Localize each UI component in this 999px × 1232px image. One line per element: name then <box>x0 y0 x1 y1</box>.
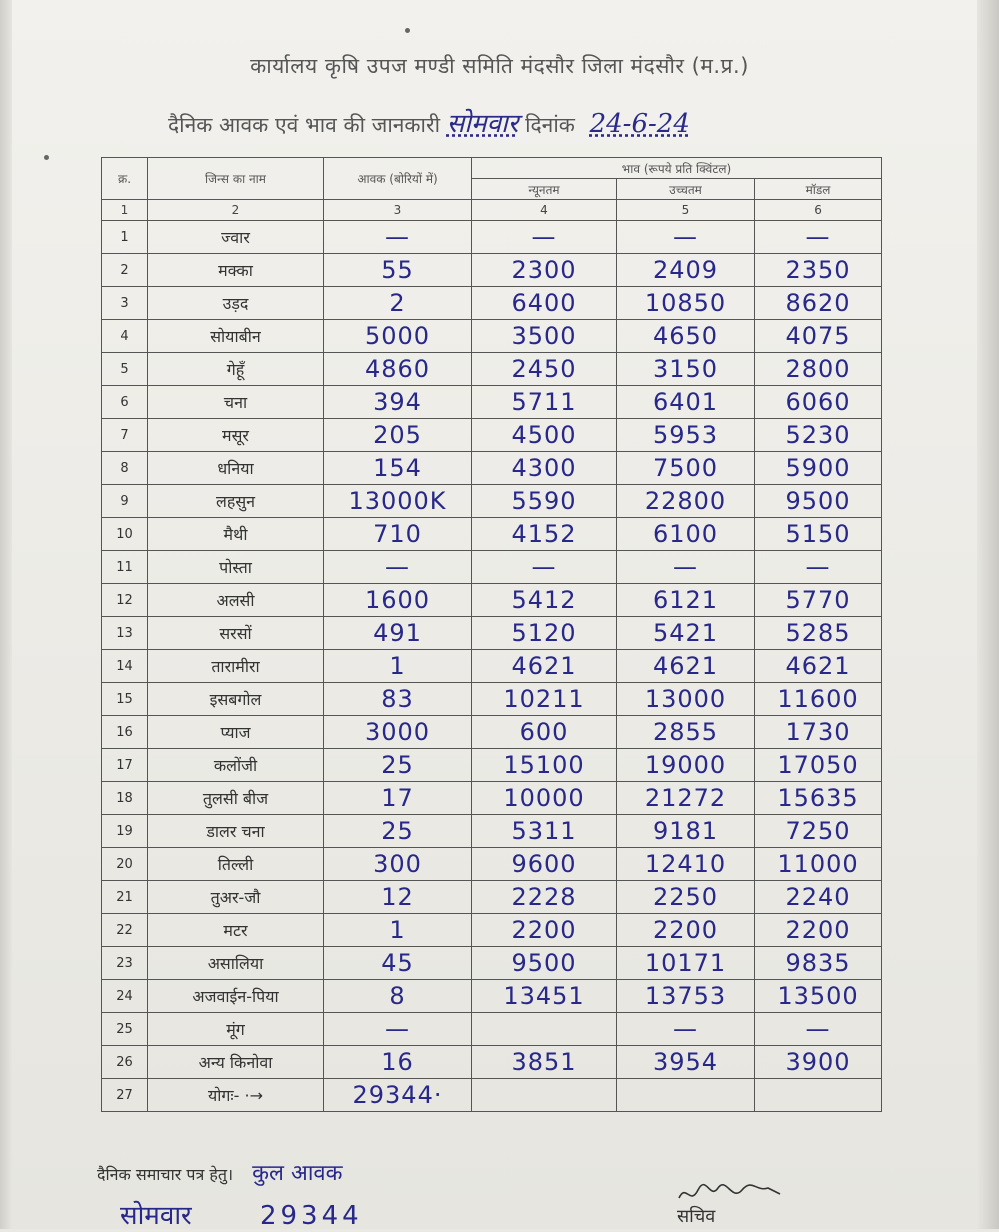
max-price: 5421 <box>617 617 755 650</box>
modal-price: 2800 <box>755 353 882 386</box>
table-row <box>102 947 882 980</box>
min-price: 2200 <box>472 914 617 947</box>
row-number: 11 <box>102 551 148 584</box>
header-arrival: आवक (बोरियों में) <box>324 158 472 200</box>
max-price: — <box>617 551 755 584</box>
table-row <box>102 617 882 650</box>
table-row <box>102 749 882 782</box>
modal-price: 2350 <box>755 254 882 287</box>
crop-name: चना <box>148 386 324 419</box>
min-price: 2228 <box>472 881 617 914</box>
min-price: 600 <box>472 716 617 749</box>
max-price: 10850 <box>617 287 755 320</box>
max-price <box>617 1079 755 1112</box>
modal-price: 6060 <box>755 386 882 419</box>
arrival-value: 3000 <box>324 716 472 749</box>
crop-name: अलसी <box>148 584 324 617</box>
arrival-value: 45 <box>324 947 472 980</box>
min-price: 5590 <box>472 485 617 518</box>
modal-price: 13500 <box>755 980 882 1013</box>
min-price: 6400 <box>472 287 617 320</box>
table-row <box>102 254 882 287</box>
arrival-value: — <box>324 551 472 584</box>
table-row <box>102 980 882 1013</box>
row-number: 9 <box>102 485 148 518</box>
arrival-price-table <box>101 157 882 1112</box>
modal-price: 5770 <box>755 584 882 617</box>
table-row <box>102 1013 882 1046</box>
row-number: 1 <box>102 221 148 254</box>
max-price: 3954 <box>617 1046 755 1079</box>
max-price: 13753 <box>617 980 755 1013</box>
min-price: 3851 <box>472 1046 617 1079</box>
min-price: 4621 <box>472 650 617 683</box>
arrival-value: 83 <box>324 683 472 716</box>
max-price: 22800 <box>617 485 755 518</box>
row-number: 20 <box>102 848 148 881</box>
footer-line <box>97 1157 343 1187</box>
max-price: 3150 <box>617 353 755 386</box>
report-subtitle <box>168 104 690 140</box>
max-price: 6121 <box>617 584 755 617</box>
row-number: 6 <box>102 386 148 419</box>
arrival-value: 491 <box>324 617 472 650</box>
arrival-value: 25 <box>324 749 472 782</box>
table-row <box>102 287 882 320</box>
arrival-value: 29344· <box>324 1079 472 1112</box>
row-number: 5 <box>102 353 148 386</box>
max-price: 21272 <box>617 782 755 815</box>
modal-price: 2200 <box>755 914 882 947</box>
crop-name: अजवाईन-पिया <box>148 980 324 1013</box>
row-number: 25 <box>102 1013 148 1046</box>
report-date: 24-6-24 <box>589 109 690 139</box>
min-price: 4300 <box>472 452 617 485</box>
modal-price: — <box>755 1013 882 1046</box>
max-price: 10171 <box>617 947 755 980</box>
modal-price: 11600 <box>755 683 882 716</box>
col-number: 6 <box>755 200 882 221</box>
col-number: 2 <box>148 200 324 221</box>
min-price: 5711 <box>472 386 617 419</box>
crop-name: तुअर-जौ <box>148 881 324 914</box>
table-row <box>102 485 882 518</box>
newspaper-label: दैनिक समाचार पत्र हेतु। <box>97 1165 234 1184</box>
row-number: 18 <box>102 782 148 815</box>
report-day: सोमवार <box>446 109 519 139</box>
crop-name: मटर <box>148 914 324 947</box>
crop-name: सोयाबीन <box>148 320 324 353</box>
crop-name: तारामीरा <box>148 650 324 683</box>
row-number: 2 <box>102 254 148 287</box>
col-number: 5 <box>617 200 755 221</box>
arrival-value: 13000K <box>324 485 472 518</box>
crop-name: गेहूँ <box>148 353 324 386</box>
row-number: 15 <box>102 683 148 716</box>
crop-name: पोस्ता <box>148 551 324 584</box>
arrival-value: 1 <box>324 914 472 947</box>
total-arrival-label: कुल आवक <box>252 1161 343 1186</box>
min-price: 9500 <box>472 947 617 980</box>
arrival-value: 300 <box>324 848 472 881</box>
header-crop: जिन्स का नाम <box>148 158 324 200</box>
subtitle-prefix: दैनिक आवक एवं भाव की जानकारी <box>168 113 441 137</box>
crop-name: प्याज <box>148 716 324 749</box>
modal-price: 4621 <box>755 650 882 683</box>
arrival-value: 205 <box>324 419 472 452</box>
row-number: 27 <box>102 1079 148 1112</box>
min-price <box>472 1013 617 1046</box>
arrival-value: 1600 <box>324 584 472 617</box>
footer-total <box>120 1196 363 1232</box>
row-number: 13 <box>102 617 148 650</box>
header-sn: क्र. <box>102 158 148 200</box>
min-price: 4152 <box>472 518 617 551</box>
arrival-value: 394 <box>324 386 472 419</box>
table-row <box>102 1046 882 1079</box>
min-price: 15100 <box>472 749 617 782</box>
modal-price: 11000 <box>755 848 882 881</box>
paper-speck <box>44 155 49 160</box>
row-number: 3 <box>102 287 148 320</box>
table-row <box>102 1079 882 1112</box>
max-price: 13000 <box>617 683 755 716</box>
max-price: 2409 <box>617 254 755 287</box>
paper-speck <box>405 28 410 33</box>
arrival-value: 8 <box>324 980 472 1013</box>
crop-name: मसूर <box>148 419 324 452</box>
header-modal: मॉडल <box>755 179 882 200</box>
min-price: 2300 <box>472 254 617 287</box>
row-number: 4 <box>102 320 148 353</box>
col-number: 1 <box>102 200 148 221</box>
row-number: 12 <box>102 584 148 617</box>
table-row <box>102 848 882 881</box>
arrival-value: 5000 <box>324 320 472 353</box>
office-title: कार्यालय कृषि उपज मण्डी समिति मंदसौर जिला मंदसौर (म.प्र.) <box>250 54 749 78</box>
max-price: 5953 <box>617 419 755 452</box>
row-number: 16 <box>102 716 148 749</box>
modal-price: 9500 <box>755 485 882 518</box>
arrival-value: 2 <box>324 287 472 320</box>
date-label: दिनांक <box>525 113 575 137</box>
row-number: 10 <box>102 518 148 551</box>
min-price: 5120 <box>472 617 617 650</box>
table-row <box>102 221 882 254</box>
max-price: 19000 <box>617 749 755 782</box>
table-row <box>102 881 882 914</box>
arrival-value: 25 <box>324 815 472 848</box>
modal-price: 5150 <box>755 518 882 551</box>
table-row <box>102 353 882 386</box>
footer-day: सोमवार <box>120 1201 192 1231</box>
modal-price: 2240 <box>755 881 882 914</box>
table-row <box>102 320 882 353</box>
modal-price: 4075 <box>755 320 882 353</box>
crop-name: तुलसी बीज <box>148 782 324 815</box>
min-price <box>472 1079 617 1112</box>
crop-name: योगः- ·→ <box>148 1079 324 1112</box>
max-price: 4621 <box>617 650 755 683</box>
table-row <box>102 584 882 617</box>
max-price: 4650 <box>617 320 755 353</box>
row-number: 23 <box>102 947 148 980</box>
row-number: 14 <box>102 650 148 683</box>
crop-name: लहसुन <box>148 485 324 518</box>
modal-price: — <box>755 551 882 584</box>
modal-price: 5285 <box>755 617 882 650</box>
modal-price: 8620 <box>755 287 882 320</box>
arrival-value: 1 <box>324 650 472 683</box>
row-number: 26 <box>102 1046 148 1079</box>
max-price: 12410 <box>617 848 755 881</box>
crop-name: मूंग <box>148 1013 324 1046</box>
modal-price: 17050 <box>755 749 882 782</box>
max-price: 9181 <box>617 815 755 848</box>
crop-name: अन्य किनोवा <box>148 1046 324 1079</box>
table-row <box>102 815 882 848</box>
crop-name: सरसों <box>148 617 324 650</box>
modal-price: 3900 <box>755 1046 882 1079</box>
max-price: 7500 <box>617 452 755 485</box>
max-price: 2200 <box>617 914 755 947</box>
arrival-value: — <box>324 1013 472 1046</box>
modal-price: 5900 <box>755 452 882 485</box>
min-price: — <box>472 221 617 254</box>
row-number: 19 <box>102 815 148 848</box>
modal-price: 7250 <box>755 815 882 848</box>
crop-name: डालर चना <box>148 815 324 848</box>
min-price: 3500 <box>472 320 617 353</box>
crop-name: इसबगोल <box>148 683 324 716</box>
table-row <box>102 650 882 683</box>
modal-price: 1730 <box>755 716 882 749</box>
arrival-value: 710 <box>324 518 472 551</box>
table-row <box>102 782 882 815</box>
max-price: — <box>617 1013 755 1046</box>
header-price-group: भाव (रूपये प्रति क्विंटल) <box>472 158 882 179</box>
crop-name: कलोंजी <box>148 749 324 782</box>
crop-name: असालिया <box>148 947 324 980</box>
page-edge-right <box>977 0 999 1229</box>
table-row <box>102 452 882 485</box>
col-number: 4 <box>472 200 617 221</box>
min-price: 10000 <box>472 782 617 815</box>
crop-name: ज्वार <box>148 221 324 254</box>
table-row <box>102 518 882 551</box>
header-max: उच्चतम <box>617 179 755 200</box>
crop-name: मैथी <box>148 518 324 551</box>
row-number: 7 <box>102 419 148 452</box>
col-number: 3 <box>324 200 472 221</box>
crop-name: उड़द <box>148 287 324 320</box>
min-price: 10211 <box>472 683 617 716</box>
footer-total-value: 29344 <box>259 1201 363 1231</box>
max-price: 6100 <box>617 518 755 551</box>
row-number: 17 <box>102 749 148 782</box>
min-price: 2450 <box>472 353 617 386</box>
min-price: 9600 <box>472 848 617 881</box>
crop-name: तिल्ली <box>148 848 324 881</box>
row-number: 24 <box>102 980 148 1013</box>
arrival-value: 12 <box>324 881 472 914</box>
arrival-value: — <box>324 221 472 254</box>
arrival-value: 16 <box>324 1046 472 1079</box>
max-price: 2250 <box>617 881 755 914</box>
table-row <box>102 551 882 584</box>
crop-name: मक्का <box>148 254 324 287</box>
table-row <box>102 683 882 716</box>
min-price: 4500 <box>472 419 617 452</box>
min-price: — <box>472 551 617 584</box>
table-row <box>102 419 882 452</box>
row-number: 8 <box>102 452 148 485</box>
modal-price: 5230 <box>755 419 882 452</box>
table-row <box>102 386 882 419</box>
max-price: 6401 <box>617 386 755 419</box>
crop-name: धनिया <box>148 452 324 485</box>
modal-price: 15635 <box>755 782 882 815</box>
min-price: 5412 <box>472 584 617 617</box>
row-number: 21 <box>102 881 148 914</box>
arrival-value: 4860 <box>324 353 472 386</box>
row-number: 22 <box>102 914 148 947</box>
modal-price: — <box>755 221 882 254</box>
modal-price <box>755 1079 882 1112</box>
table-row <box>102 716 882 749</box>
page-edge-left <box>0 0 12 1229</box>
arrival-value: 154 <box>324 452 472 485</box>
max-price: — <box>617 221 755 254</box>
arrival-value: 17 <box>324 782 472 815</box>
min-price: 5311 <box>472 815 617 848</box>
column-number-row <box>102 200 882 221</box>
table-row <box>102 914 882 947</box>
modal-price: 9835 <box>755 947 882 980</box>
max-price: 2855 <box>617 716 755 749</box>
min-price: 13451 <box>472 980 617 1013</box>
designation: सचिव <box>677 1206 716 1227</box>
header-min: न्यूनतम <box>472 179 617 200</box>
arrival-value: 55 <box>324 254 472 287</box>
